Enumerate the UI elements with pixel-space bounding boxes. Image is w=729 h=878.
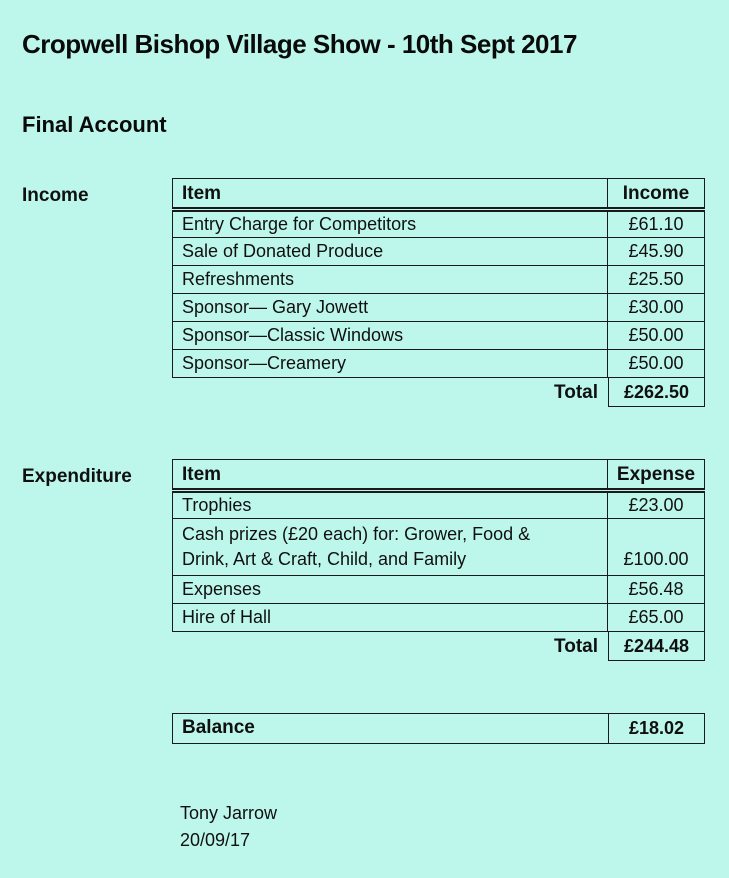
page-title: Cropwell Bishop Village Show - 10th Sept 2017 [22, 29, 577, 59]
income-table-wrap [172, 178, 705, 407]
final-account-heading: Final Account [22, 112, 167, 137]
item-cell: Sponsor— Gary Jowett [173, 294, 608, 322]
expenditure-section-label: Expenditure [22, 466, 132, 487]
item-line-1: Cash prizes (£20 each) for: Grower, Food & [182, 524, 531, 544]
expenditure-header-item: Item [173, 460, 608, 491]
income-header-row [173, 179, 705, 210]
expenditure-row [173, 576, 705, 604]
balance-row [172, 713, 705, 744]
item-cell: Sponsor—Classic Windows [173, 322, 608, 350]
expenditure-total-row [172, 632, 705, 661]
income-total-amount: £262.50 [608, 378, 705, 407]
income-total-row [172, 378, 705, 407]
item-cell: Hire of Hall [173, 604, 608, 632]
amount-cell: £100.00 [608, 519, 705, 576]
expenditure-header-amount: Expense [608, 460, 705, 491]
amount-cell: £50.00 [608, 350, 705, 378]
item-cell: Trophies [173, 491, 608, 519]
amount-cell: £30.00 [608, 294, 705, 322]
income-row [173, 238, 705, 266]
signature-name: Tony Jarrow [180, 803, 278, 823]
income-header-item: Item [173, 179, 608, 210]
expenditure-table [172, 459, 705, 632]
income-row [173, 294, 705, 322]
expenditure-section [22, 459, 729, 661]
income-table [172, 178, 705, 378]
expenditure-row [173, 604, 705, 632]
item-cell [173, 519, 608, 576]
expenditure-header-row [173, 460, 705, 491]
expenditure-table-wrap [172, 459, 705, 661]
income-row [173, 350, 705, 378]
amount-cell: £25.50 [608, 266, 705, 294]
income-section [22, 178, 729, 407]
balance-label: Balance [173, 714, 609, 743]
income-section-label: Income [22, 185, 89, 206]
income-row [173, 266, 705, 294]
item-cell: Expenses [173, 576, 608, 604]
signature-date: 20/09/17 [180, 830, 251, 850]
income-header-amount: Income [608, 179, 705, 210]
item-cell: Refreshments [173, 266, 608, 294]
amount-cell: £23.00 [608, 491, 705, 519]
signature-block [180, 800, 729, 854]
expenditure-total-amount: £244.48 [608, 632, 705, 661]
amount-cell: £56.48 [608, 576, 705, 604]
expenditure-total-label: Total [554, 636, 598, 657]
amount-cell: £65.00 [608, 604, 705, 632]
income-row [173, 322, 705, 350]
item-cell: Entry Charge for Competitors [173, 210, 608, 238]
item-cell: Sale of Donated Produce [173, 238, 608, 266]
balance-amount: £18.02 [628, 718, 685, 738]
amount-cell: £45.90 [608, 238, 705, 266]
expenditure-row [173, 519, 705, 576]
amount-cell: £50.00 [608, 322, 705, 350]
item-line-2: Drink, Art & Craft, Child, and Family [182, 549, 467, 569]
expenditure-row [173, 491, 705, 519]
income-total-label: Total [554, 382, 598, 403]
income-row [173, 210, 705, 238]
item-cell: Sponsor—Creamery [173, 350, 608, 378]
amount-cell: £61.10 [608, 210, 705, 238]
